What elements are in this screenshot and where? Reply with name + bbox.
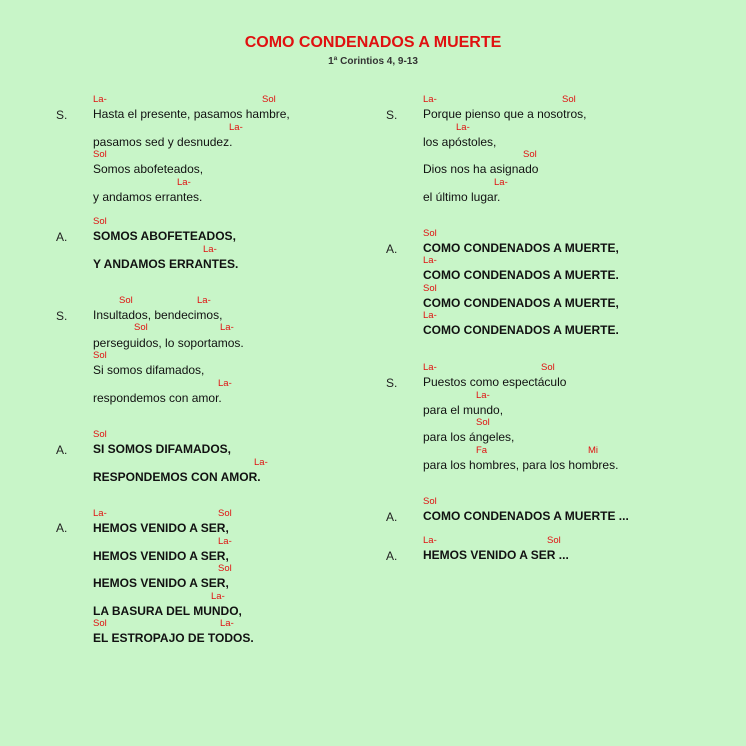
chord: La-	[197, 295, 211, 306]
chord: La-	[254, 457, 268, 468]
chord: La-	[494, 177, 508, 188]
chord: Sol	[218, 508, 232, 519]
lyric-line: Hasta el presente, pasamos hambre,	[93, 107, 290, 121]
chord: Sol	[93, 618, 107, 629]
chord: La-	[211, 591, 225, 602]
lyric-line: COMO CONDENADOS A MUERTE.	[423, 268, 619, 282]
lyric-line: Somos abofeteados,	[93, 162, 204, 176]
lyric-line: SI SOMOS DIFAMADOS,	[93, 442, 232, 456]
lyric-line: SOMOS ABOFETEADOS,	[93, 229, 236, 243]
chord: Sol	[93, 350, 107, 361]
voice-label: S.	[56, 108, 68, 122]
voice-label: S.	[56, 309, 68, 323]
lyric-line: HEMOS VENIDO A SER ...	[423, 548, 569, 562]
lyric-line: COMO CONDENADOS A MUERTE ...	[423, 509, 629, 523]
chord: La-	[456, 122, 470, 133]
chord: La-	[423, 362, 437, 373]
chord: Sol	[541, 362, 555, 373]
chord: Sol	[423, 283, 437, 294]
chord: Sol	[423, 228, 437, 239]
lyric-line: el último lugar.	[423, 190, 501, 204]
chord: Sol	[523, 149, 537, 160]
lyric-line: para los hombres, para los hombres.	[423, 458, 619, 472]
chord: Sol	[93, 216, 107, 227]
chord: La-	[220, 618, 234, 629]
voice-label: A.	[56, 521, 68, 535]
chord: La-	[476, 390, 490, 401]
voice-label: S.	[386, 376, 398, 390]
lyric-line: Y ANDAMOS ERRANTES.	[93, 257, 239, 271]
lyric-line: COMO CONDENADOS A MUERTE.	[423, 323, 619, 337]
chord: Sol	[423, 496, 437, 507]
chord: La-	[177, 177, 191, 188]
voice-label: A.	[386, 549, 398, 563]
chord: Sol	[562, 94, 576, 105]
voice-label: A.	[56, 443, 68, 457]
lyric-line: LA BASURA DEL MUNDO,	[93, 604, 242, 618]
chord: La-	[218, 536, 232, 547]
lyric-line: respondemos con amor.	[93, 391, 222, 405]
lyric-line: para el mundo,	[423, 403, 504, 417]
voice-label: A.	[56, 230, 68, 244]
lyric-line: RESPONDEMOS CON AMOR.	[93, 470, 261, 484]
lyric-line: perseguidos, lo soportamos.	[93, 336, 244, 350]
voice-label: S.	[386, 108, 398, 122]
chord: La-	[229, 122, 243, 133]
lyric-line: y andamos errantes.	[93, 190, 203, 204]
chord: Sol	[262, 94, 276, 105]
chord: Mi	[588, 445, 599, 456]
lyric-line: Insultados, bendecimos,	[93, 308, 223, 322]
lyric-line: COMO CONDENADOS A MUERTE,	[423, 296, 619, 310]
voice-label: A.	[386, 242, 398, 256]
chord: Sol	[218, 563, 232, 574]
lyric-line: los apóstoles,	[423, 135, 497, 149]
lyric-line: Porque pienso que a nosotros,	[423, 107, 587, 121]
lyric-line: HEMOS VENIDO A SER,	[93, 576, 229, 590]
lyric-line: pasamos sed y desnudez.	[93, 135, 233, 149]
lyric-line: HEMOS VENIDO A SER,	[93, 521, 229, 535]
chord: Sol	[93, 149, 107, 160]
voice-label: A.	[386, 510, 398, 524]
chord: Fa	[476, 445, 488, 456]
chord: La-	[423, 94, 437, 105]
chord: Sol	[119, 295, 133, 306]
lyric-line: EL ESTROPAJO DE TODOS.	[93, 631, 254, 645]
lyric-line: Puestos como espectáculo	[423, 375, 567, 389]
chord: Sol	[476, 417, 490, 428]
lyric-line: Dios nos ha asignado	[423, 162, 539, 176]
chord: La-	[93, 94, 107, 105]
lyric-line: HEMOS VENIDO A SER,	[93, 549, 229, 563]
chord: La-	[203, 244, 217, 255]
lyric-line: Si somos difamados,	[93, 363, 205, 377]
chord: La-	[220, 322, 234, 333]
lyric-line: COMO CONDENADOS A MUERTE,	[423, 241, 619, 255]
chord: Sol	[93, 429, 107, 440]
chord: La-	[218, 378, 232, 389]
chord: Sol	[134, 322, 148, 333]
chord: La-	[423, 535, 437, 546]
lyric-line: para los ángeles,	[423, 430, 515, 444]
chord: Sol	[547, 535, 561, 546]
chord: La-	[423, 310, 437, 321]
page-subtitle: 1ª Corintios 4, 9-13	[328, 56, 418, 67]
chord: La-	[93, 508, 107, 519]
page-title: COMO CONDENADOS A MUERTE	[244, 34, 502, 51]
chord: La-	[423, 255, 437, 266]
